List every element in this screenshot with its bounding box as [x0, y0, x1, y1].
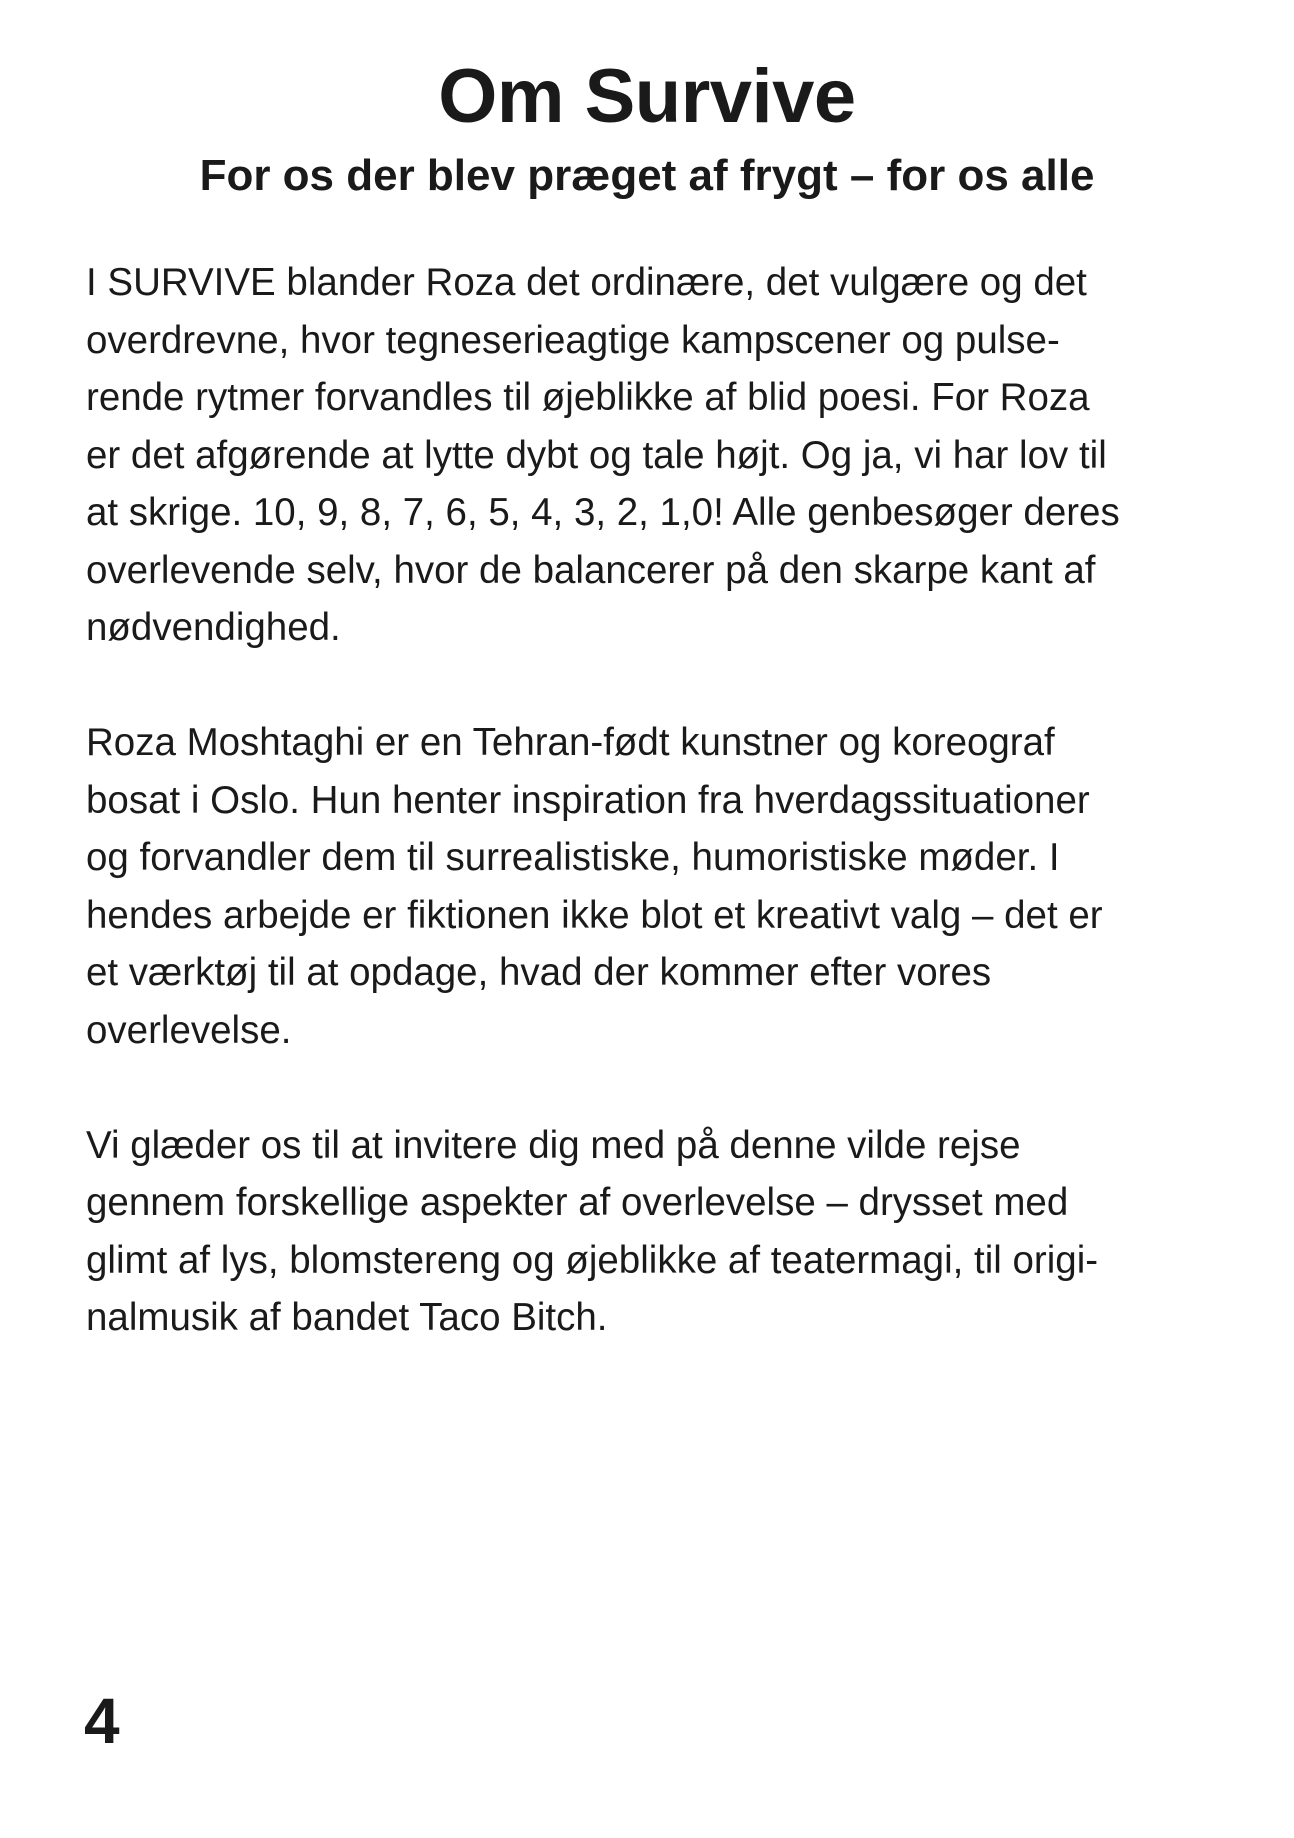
page-title: Om Survive: [438, 54, 856, 139]
page-subtitle: For os der blev præget af frygt – for os alle: [199, 151, 1095, 200]
paragraph-intro: I SURVIVE blander Roza det ordinære, det vulgære og det overdrevne, hvor tegneserieagtige kampscener og pulse- rende rytmer forvandles til øjeblikke af blid poesi. For Roza er det afgørende at lytte dybt og tale højt. Og ja, vi har lov til at skrige. 10, 9, 8, 7, 6, 5, 4, 3, 2, 1,0! Alle genbesøger deres overlevende selv, hvor de balancerer på den skarpe kant af nødvendighed.: [86, 261, 1120, 649]
paragraph-artist-bio: Roza Moshtaghi er en Tehran-født kunstner og koreograf bosat i Oslo. Hun henter inspiration fra hverdagssituationer og forvandler dem til surrealistiske, humoristiske møder. I hendes arbejde er fiktionen ikke blot et kreativt valg – det er et værktøj til at opdage, hvad der kommer efter vores overlevelse.: [86, 721, 1103, 1052]
page-number: 4: [84, 1685, 120, 1757]
body-text: [86, 254, 1226, 1347]
paragraph-invitation: Vi glæder os til at invitere dig med på denne vilde rejse gennem forskellige aspekter af overlevelse – drysset med glimt af lys, blomstereng og øjeblikke af teatermagi, til origi- nalmusik af bandet Taco Bitch.: [86, 1123, 1099, 1339]
